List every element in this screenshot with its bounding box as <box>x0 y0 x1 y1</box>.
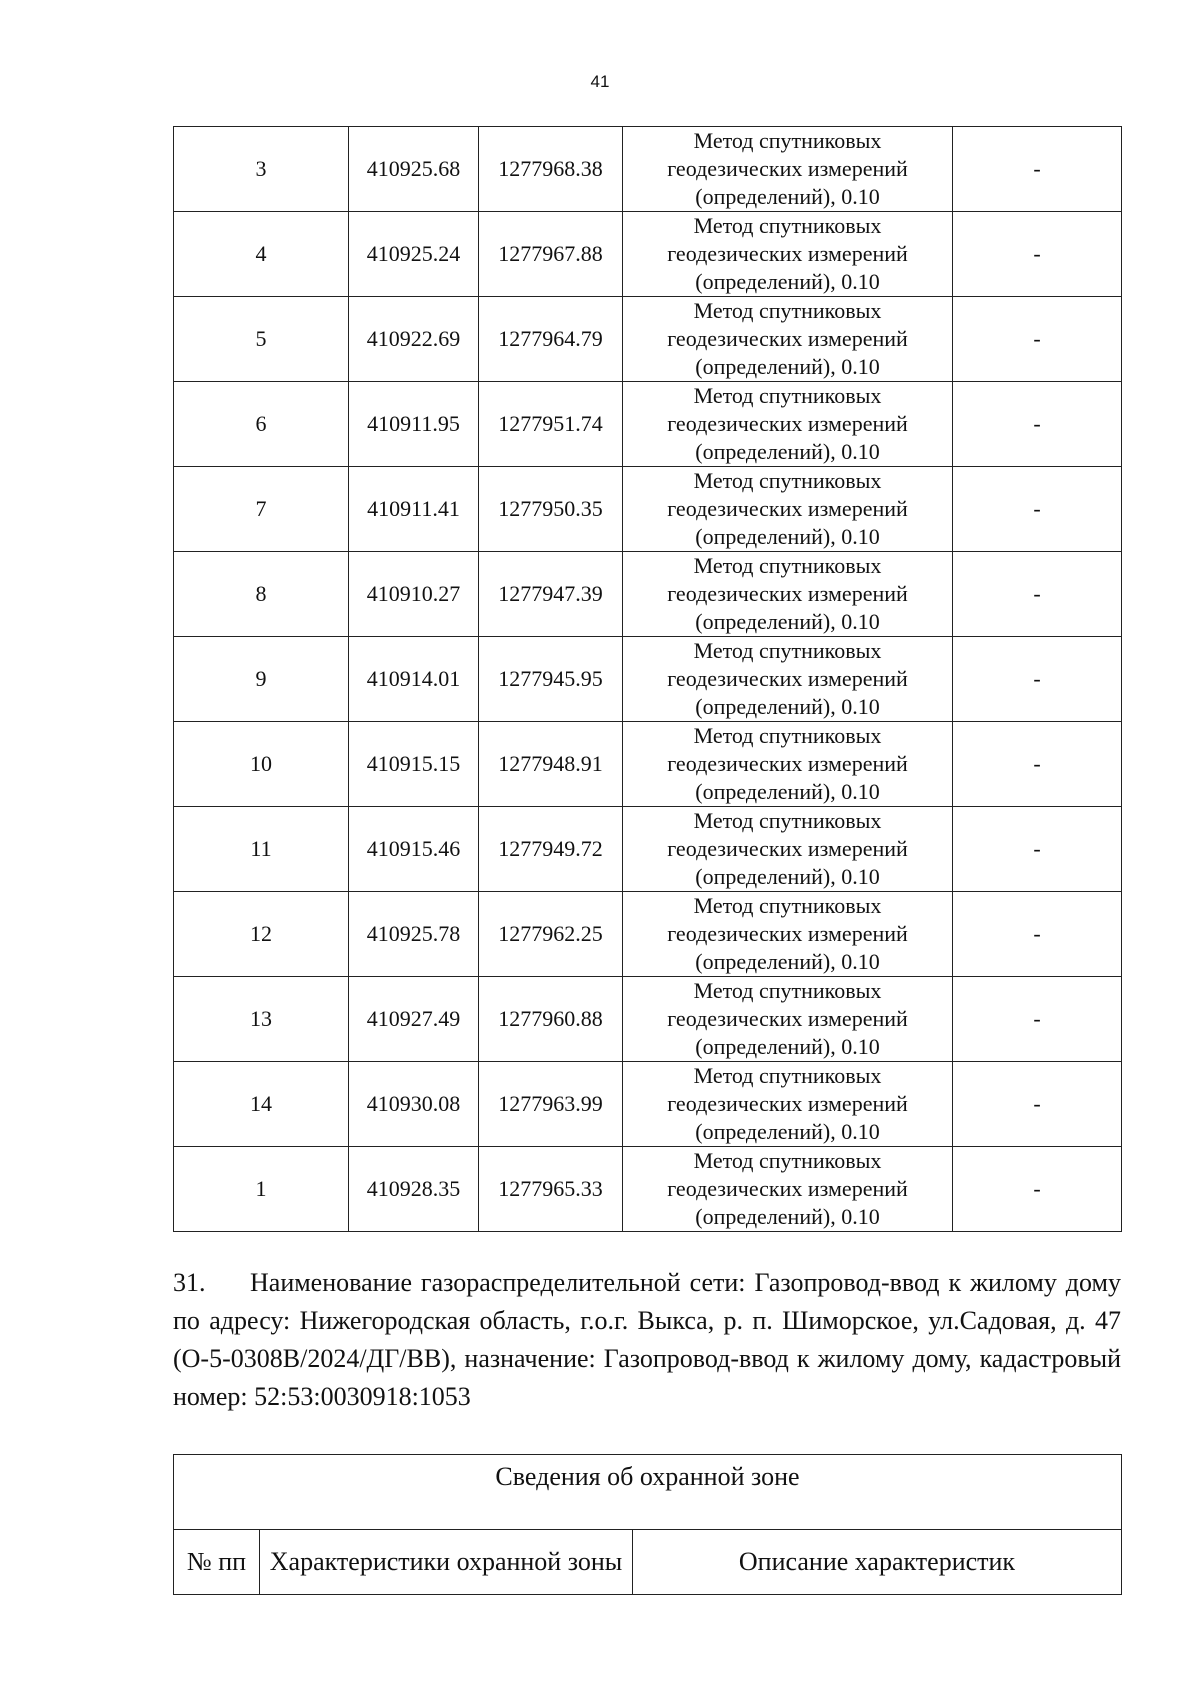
x-coordinate-cell: 410922.69 <box>349 297 479 382</box>
method-line: (определений), 0.10 <box>695 524 880 549</box>
x-coordinate-cell: 410928.35 <box>349 1147 479 1232</box>
zone-col-number: № пп <box>174 1530 260 1595</box>
zone-table-header-row <box>174 1530 1122 1595</box>
method-line: Метод спутниковых <box>693 298 882 323</box>
y-coordinate-cell: 1277962.25 <box>479 892 623 977</box>
note-cell: - <box>953 382 1122 467</box>
page-number: 41 <box>590 72 610 91</box>
table-row <box>174 637 1122 722</box>
method-line: Метод спутниковых <box>693 128 882 153</box>
method-cell <box>623 892 953 977</box>
method-line: (определений), 0.10 <box>695 609 880 634</box>
note-cell: - <box>953 212 1122 297</box>
method-cell <box>623 807 953 892</box>
method-cell <box>623 1062 953 1147</box>
table-row <box>174 127 1122 212</box>
method-line: (определений), 0.10 <box>695 864 880 889</box>
y-coordinate-cell: 1277964.79 <box>479 297 623 382</box>
point-number-cell: 9 <box>174 637 349 722</box>
zone-col-characteristics: Характеристики охранной зоны <box>260 1530 633 1595</box>
method-line: геодезических измерений <box>667 751 908 776</box>
table-row <box>174 1147 1122 1232</box>
table-row <box>174 1062 1122 1147</box>
zone-col-description: Описание характеристик <box>633 1530 1122 1595</box>
method-line: (определений), 0.10 <box>695 1204 880 1229</box>
table-row <box>174 722 1122 807</box>
y-coordinate-cell: 1277967.88 <box>479 212 623 297</box>
note-cell: - <box>953 807 1122 892</box>
note-cell: - <box>953 892 1122 977</box>
method-cell <box>623 297 953 382</box>
note-cell: - <box>953 1062 1122 1147</box>
section-number: 31. <box>173 1268 206 1297</box>
note-cell: - <box>953 637 1122 722</box>
y-coordinate-cell: 1277965.33 <box>479 1147 623 1232</box>
x-coordinate-cell: 410925.78 <box>349 892 479 977</box>
y-coordinate-cell: 1277951.74 <box>479 382 623 467</box>
method-cell <box>623 382 953 467</box>
method-cell <box>623 977 953 1062</box>
table-row <box>174 807 1122 892</box>
method-line: геодезических измерений <box>667 1091 908 1116</box>
method-line: Метод спутниковых <box>693 723 882 748</box>
y-coordinate-cell: 1277968.38 <box>479 127 623 212</box>
x-coordinate-cell: 410925.24 <box>349 212 479 297</box>
method-line: Метод спутниковых <box>693 808 882 833</box>
x-coordinate-cell: 410927.49 <box>349 977 479 1062</box>
method-line: Метод спутниковых <box>693 978 882 1003</box>
y-coordinate-cell: 1277948.91 <box>479 722 623 807</box>
x-coordinate-cell: 410911.41 <box>349 467 479 552</box>
y-coordinate-cell: 1277960.88 <box>479 977 623 1062</box>
method-line: Метод спутниковых <box>693 468 882 493</box>
method-cell <box>623 212 953 297</box>
table-row <box>174 892 1122 977</box>
method-cell <box>623 1147 953 1232</box>
point-number-cell: 8 <box>174 552 349 637</box>
y-coordinate-cell: 1277963.99 <box>479 1062 623 1147</box>
method-line: Метод спутниковых <box>693 383 882 408</box>
point-number-cell: 4 <box>174 212 349 297</box>
x-coordinate-cell: 410915.46 <box>349 807 479 892</box>
method-line: геодезических измерений <box>667 496 908 521</box>
method-line: (определений), 0.10 <box>695 779 880 804</box>
y-coordinate-cell: 1277950.35 <box>479 467 623 552</box>
y-coordinate-cell: 1277949.72 <box>479 807 623 892</box>
note-cell: - <box>953 1147 1122 1232</box>
point-number-cell: 1 <box>174 1147 349 1232</box>
note-cell: - <box>953 977 1122 1062</box>
coordinates-table <box>173 126 1122 1232</box>
method-line: (определений), 0.10 <box>695 184 880 209</box>
point-number-cell: 5 <box>174 297 349 382</box>
protection-zone-table <box>173 1454 1122 1595</box>
point-number-cell: 6 <box>174 382 349 467</box>
method-line: (определений), 0.10 <box>695 439 880 464</box>
point-number-cell: 14 <box>174 1062 349 1147</box>
method-cell <box>623 552 953 637</box>
point-number-cell: 3 <box>174 127 349 212</box>
method-line: геодезических измерений <box>667 1176 908 1201</box>
note-cell: - <box>953 297 1122 382</box>
method-cell <box>623 637 953 722</box>
method-line: Метод спутниковых <box>693 638 882 663</box>
zone-table-title-row <box>174 1455 1122 1530</box>
x-coordinate-cell: 410925.68 <box>349 127 479 212</box>
method-line: Метод спутниковых <box>693 553 882 578</box>
table-row <box>174 382 1122 467</box>
method-line: Метод спутниковых <box>693 213 882 238</box>
point-number-cell: 13 <box>174 977 349 1062</box>
note-cell: - <box>953 552 1122 637</box>
table-row <box>174 212 1122 297</box>
method-line: геодезических измерений <box>667 411 908 436</box>
method-line: (определений), 0.10 <box>695 694 880 719</box>
point-number-cell: 12 <box>174 892 349 977</box>
table-row <box>174 467 1122 552</box>
method-line: (определений), 0.10 <box>695 1119 880 1144</box>
table-row <box>174 977 1122 1062</box>
method-cell <box>623 127 953 212</box>
x-coordinate-cell: 410911.95 <box>349 382 479 467</box>
method-line: Метод спутниковых <box>693 1148 882 1173</box>
point-number-cell: 7 <box>174 467 349 552</box>
method-line: (определений), 0.10 <box>695 269 880 294</box>
x-coordinate-cell: 410915.15 <box>349 722 479 807</box>
method-line: (определений), 0.10 <box>695 949 880 974</box>
y-coordinate-cell: 1277945.95 <box>479 637 623 722</box>
method-line: геодезических измерений <box>667 326 908 351</box>
method-line: геодезических измерений <box>667 836 908 861</box>
point-number-cell: 11 <box>174 807 349 892</box>
method-line: геодезических измерений <box>667 921 908 946</box>
method-line: Метод спутниковых <box>693 1063 882 1088</box>
zone-table-title: Сведения об охранной зоне <box>174 1455 1122 1530</box>
section-text: Наименование газораспределительной сети: Газопровод-ввод к жилому дому по адресу: Нижегородская область, г.о.г. Выкса, р. п. Шиморское, ул.Садовая, д. 47 (О-5-0308В/2024/ДГ/ВВ), назначение: Газопровод-ввод к жилому дому, кадастровый номер: 52:53:0030918:1053 <box>173 1268 1121 1411</box>
y-coordinate-cell: 1277947.39 <box>479 552 623 637</box>
note-cell: - <box>953 127 1122 212</box>
method-line: (определений), 0.10 <box>695 1034 880 1059</box>
table-row <box>174 297 1122 382</box>
method-line: геодезических измерений <box>667 666 908 691</box>
x-coordinate-cell: 410930.08 <box>349 1062 479 1147</box>
section-paragraph <box>173 1264 1121 1416</box>
method-line: (определений), 0.10 <box>695 354 880 379</box>
method-cell <box>623 467 953 552</box>
note-cell: - <box>953 722 1122 807</box>
method-cell <box>623 722 953 807</box>
table-row <box>174 552 1122 637</box>
x-coordinate-cell: 410910.27 <box>349 552 479 637</box>
method-line: геодезических измерений <box>667 156 908 181</box>
coordinates-table-body <box>174 127 1122 1232</box>
method-line: Метод спутниковых <box>693 893 882 918</box>
point-number-cell: 10 <box>174 722 349 807</box>
method-line: геодезических измерений <box>667 1006 908 1031</box>
x-coordinate-cell: 410914.01 <box>349 637 479 722</box>
method-line: геодезических измерений <box>667 581 908 606</box>
method-line: геодезических измерений <box>667 241 908 266</box>
note-cell: - <box>953 467 1122 552</box>
